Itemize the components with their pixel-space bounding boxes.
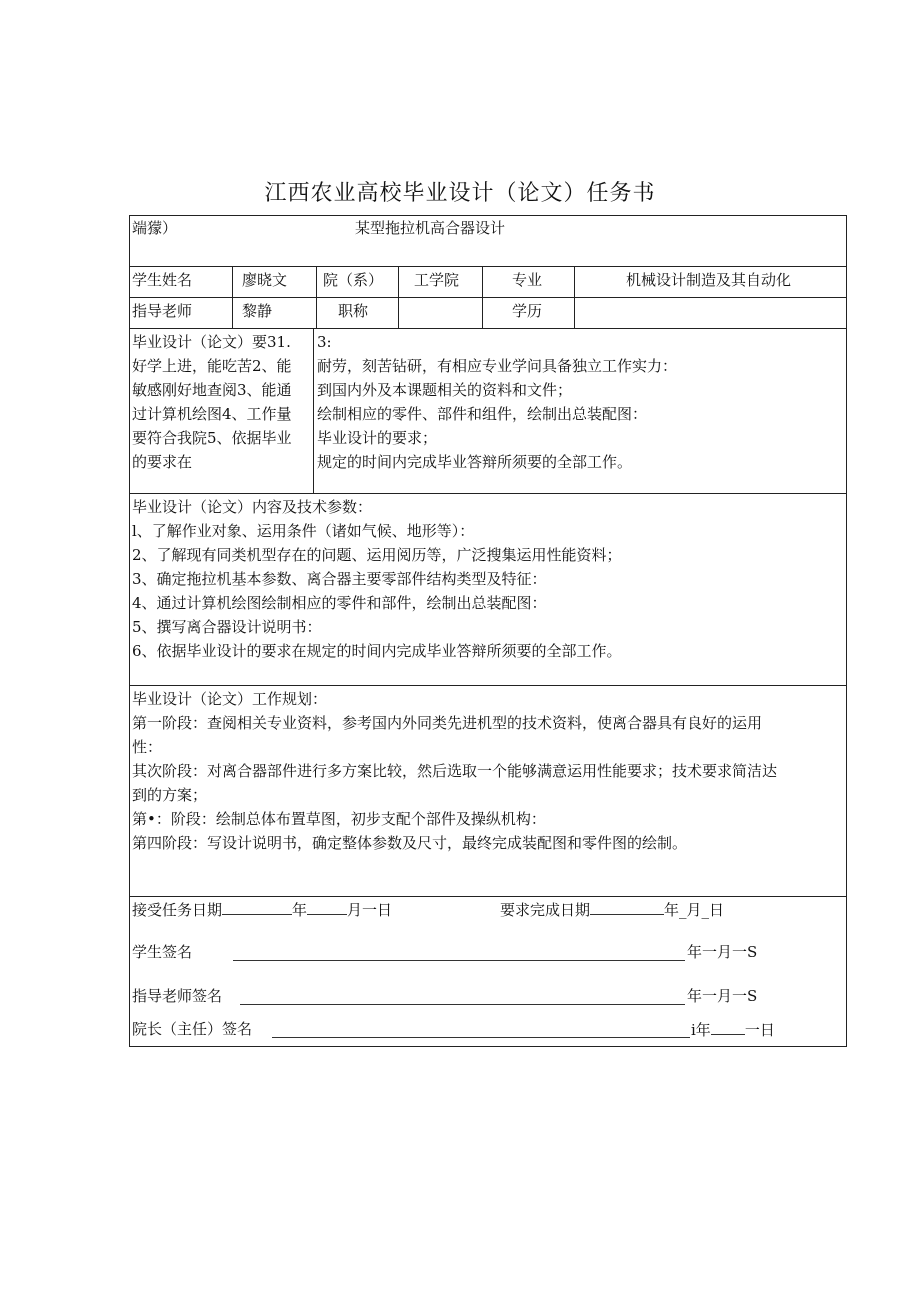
row-divider — [130, 896, 846, 897]
content-item: 5、撰写离合器设计说明书： — [132, 618, 322, 636]
plan-line: 其次阶段：对离合器部件进行多方案比较，然后选取一个能够满意运用性能要求；技术要求简洁达 — [132, 762, 778, 780]
dean-sign-date — [691, 1020, 775, 1039]
dean-sign-line — [132, 1020, 252, 1038]
plan-line: 第一阶段：查阅相关专业资料，参考国内外同类先进机型的技术资料，使离合器具有良好的运用 — [132, 714, 763, 732]
plan-line: 到的方案； — [132, 786, 208, 804]
student-name-label: 学生姓名 — [132, 271, 193, 289]
signature-blank — [272, 1023, 690, 1038]
accept-date-label: 接受任务日期 — [132, 901, 223, 919]
dept-value: 工学院 — [414, 271, 460, 289]
row-divider — [130, 685, 846, 686]
plan-line: 第四阶段：写设计说明书，确定整体参数及尺寸，最终完成装配图和零件图的绘制。 — [132, 834, 688, 852]
dean-year-text: i年 — [691, 1021, 711, 1039]
requirements-left-line: 的要求在 — [132, 453, 193, 471]
accept-date-line — [132, 900, 392, 919]
col-divider — [313, 328, 314, 493]
blank-line — [222, 900, 292, 915]
content-item: 6、依据毕业设计的要求在规定的时间内完成毕业答辩所须要的全部工作。 — [132, 642, 622, 660]
requirements-right-line: 规定的时间内完成毕业答辩所须要的全部工作。 — [317, 453, 633, 471]
plan-section — [132, 687, 777, 855]
col-divider — [232, 266, 233, 328]
year-text: 年 — [292, 901, 308, 919]
blank-line — [307, 900, 347, 915]
plan-line: 第•：阶段：绘制总体布置草图，初步支配个部件及操纵机构： — [132, 810, 546, 828]
col-divider — [316, 266, 317, 328]
major-label: 专业 — [512, 271, 543, 289]
dept-label: 院（系） — [323, 271, 384, 289]
advisor-sign-date: 年一月一S — [687, 987, 758, 1005]
signature-blank — [240, 990, 685, 1005]
requirements-left-line: 敏感刚好地查阅3、能通 — [132, 381, 292, 399]
blank-line — [590, 900, 664, 915]
requirements-right-line: 绘制相应的零件、部件和组件，绘制出总装配图： — [317, 405, 648, 423]
education-label: 学历 — [512, 302, 543, 320]
content-item: 3、确定拖拉机基本参数、离合器主要零部件结构类型及特征： — [132, 570, 547, 588]
topic-value: 某型拖拉机高合器设计 — [355, 219, 506, 237]
major-value: 机械设计制造及其自动化 — [626, 271, 792, 289]
col-divider — [482, 266, 483, 328]
signature-blank — [233, 946, 685, 961]
plan-heading: 毕业设计（论文）工作规划： — [132, 690, 328, 708]
content-item: l、了解作业对象、运用条件（诸如气候、地形等）： — [132, 522, 475, 540]
requirements-left-line: 毕业设计（论文）要31. — [132, 333, 291, 351]
student-sign-line — [132, 943, 192, 961]
requirements-left-line: 好学上进，能吃苦2、能 — [132, 357, 292, 375]
row-divider — [130, 493, 846, 494]
requirements-right-line: 到国内外及本课题相关的资料和文件； — [317, 381, 573, 399]
requirements-left — [132, 330, 292, 474]
student-sign-date: 年一月一S — [687, 943, 758, 961]
content-item: 4、通过计算机绘图绘制相应的零件和部件，绘制出总装配图： — [132, 594, 547, 612]
col-divider — [398, 266, 399, 328]
advisor-sign-label: 指导老师签名 — [132, 987, 223, 1005]
requirements-right — [317, 330, 677, 474]
dean-day-text: 一日 — [744, 1021, 775, 1039]
dean-sign-label: 院长（主任）签名 — [132, 1020, 253, 1038]
blank-line — [711, 1020, 745, 1035]
requirements-left-line: 过计算机绘图4、工作量 — [132, 405, 292, 423]
content-heading: 毕业设计（论文）内容及技术参数： — [132, 498, 373, 516]
student-name-value: 廖晓文 — [242, 271, 288, 289]
row-divider — [130, 266, 846, 267]
content-item: 2、了解现有同类机型存在的问题、运用阅历等，广泛搜集运用性能资料； — [132, 546, 622, 564]
requirements-right-line: 3: — [317, 333, 332, 351]
student-sign-label: 学生签名 — [132, 943, 193, 961]
advisor-label: 指导老师 — [132, 302, 193, 320]
due-date-line — [500, 900, 724, 919]
row-divider — [130, 297, 846, 298]
requirements-left-line: 要符合我院5、依据毕业 — [132, 429, 292, 447]
content-section — [132, 495, 622, 663]
document-title: 江西农业高校毕业设计（论文）任务书 — [264, 181, 656, 206]
due-date-text: 年_月_日 — [664, 901, 725, 919]
requirements-right-line: 耐劳，刻苦钻研，有相应专业学问具备独立工作实力： — [317, 357, 678, 375]
month-day-text: 月一日 — [347, 901, 393, 919]
advisor-value: 黎静 — [242, 302, 273, 320]
col-divider — [574, 266, 575, 328]
job-title-label: 职称 — [338, 302, 369, 320]
plan-line: 性： — [132, 738, 163, 756]
requirements-right-line: 毕业设计的要求； — [317, 429, 438, 447]
topic-label: 端獴） — [132, 219, 178, 237]
due-date-label: 要求完成日期 — [500, 901, 591, 919]
row-divider — [130, 328, 846, 329]
task-form-table — [129, 215, 847, 1047]
advisor-sign-line — [132, 987, 222, 1005]
